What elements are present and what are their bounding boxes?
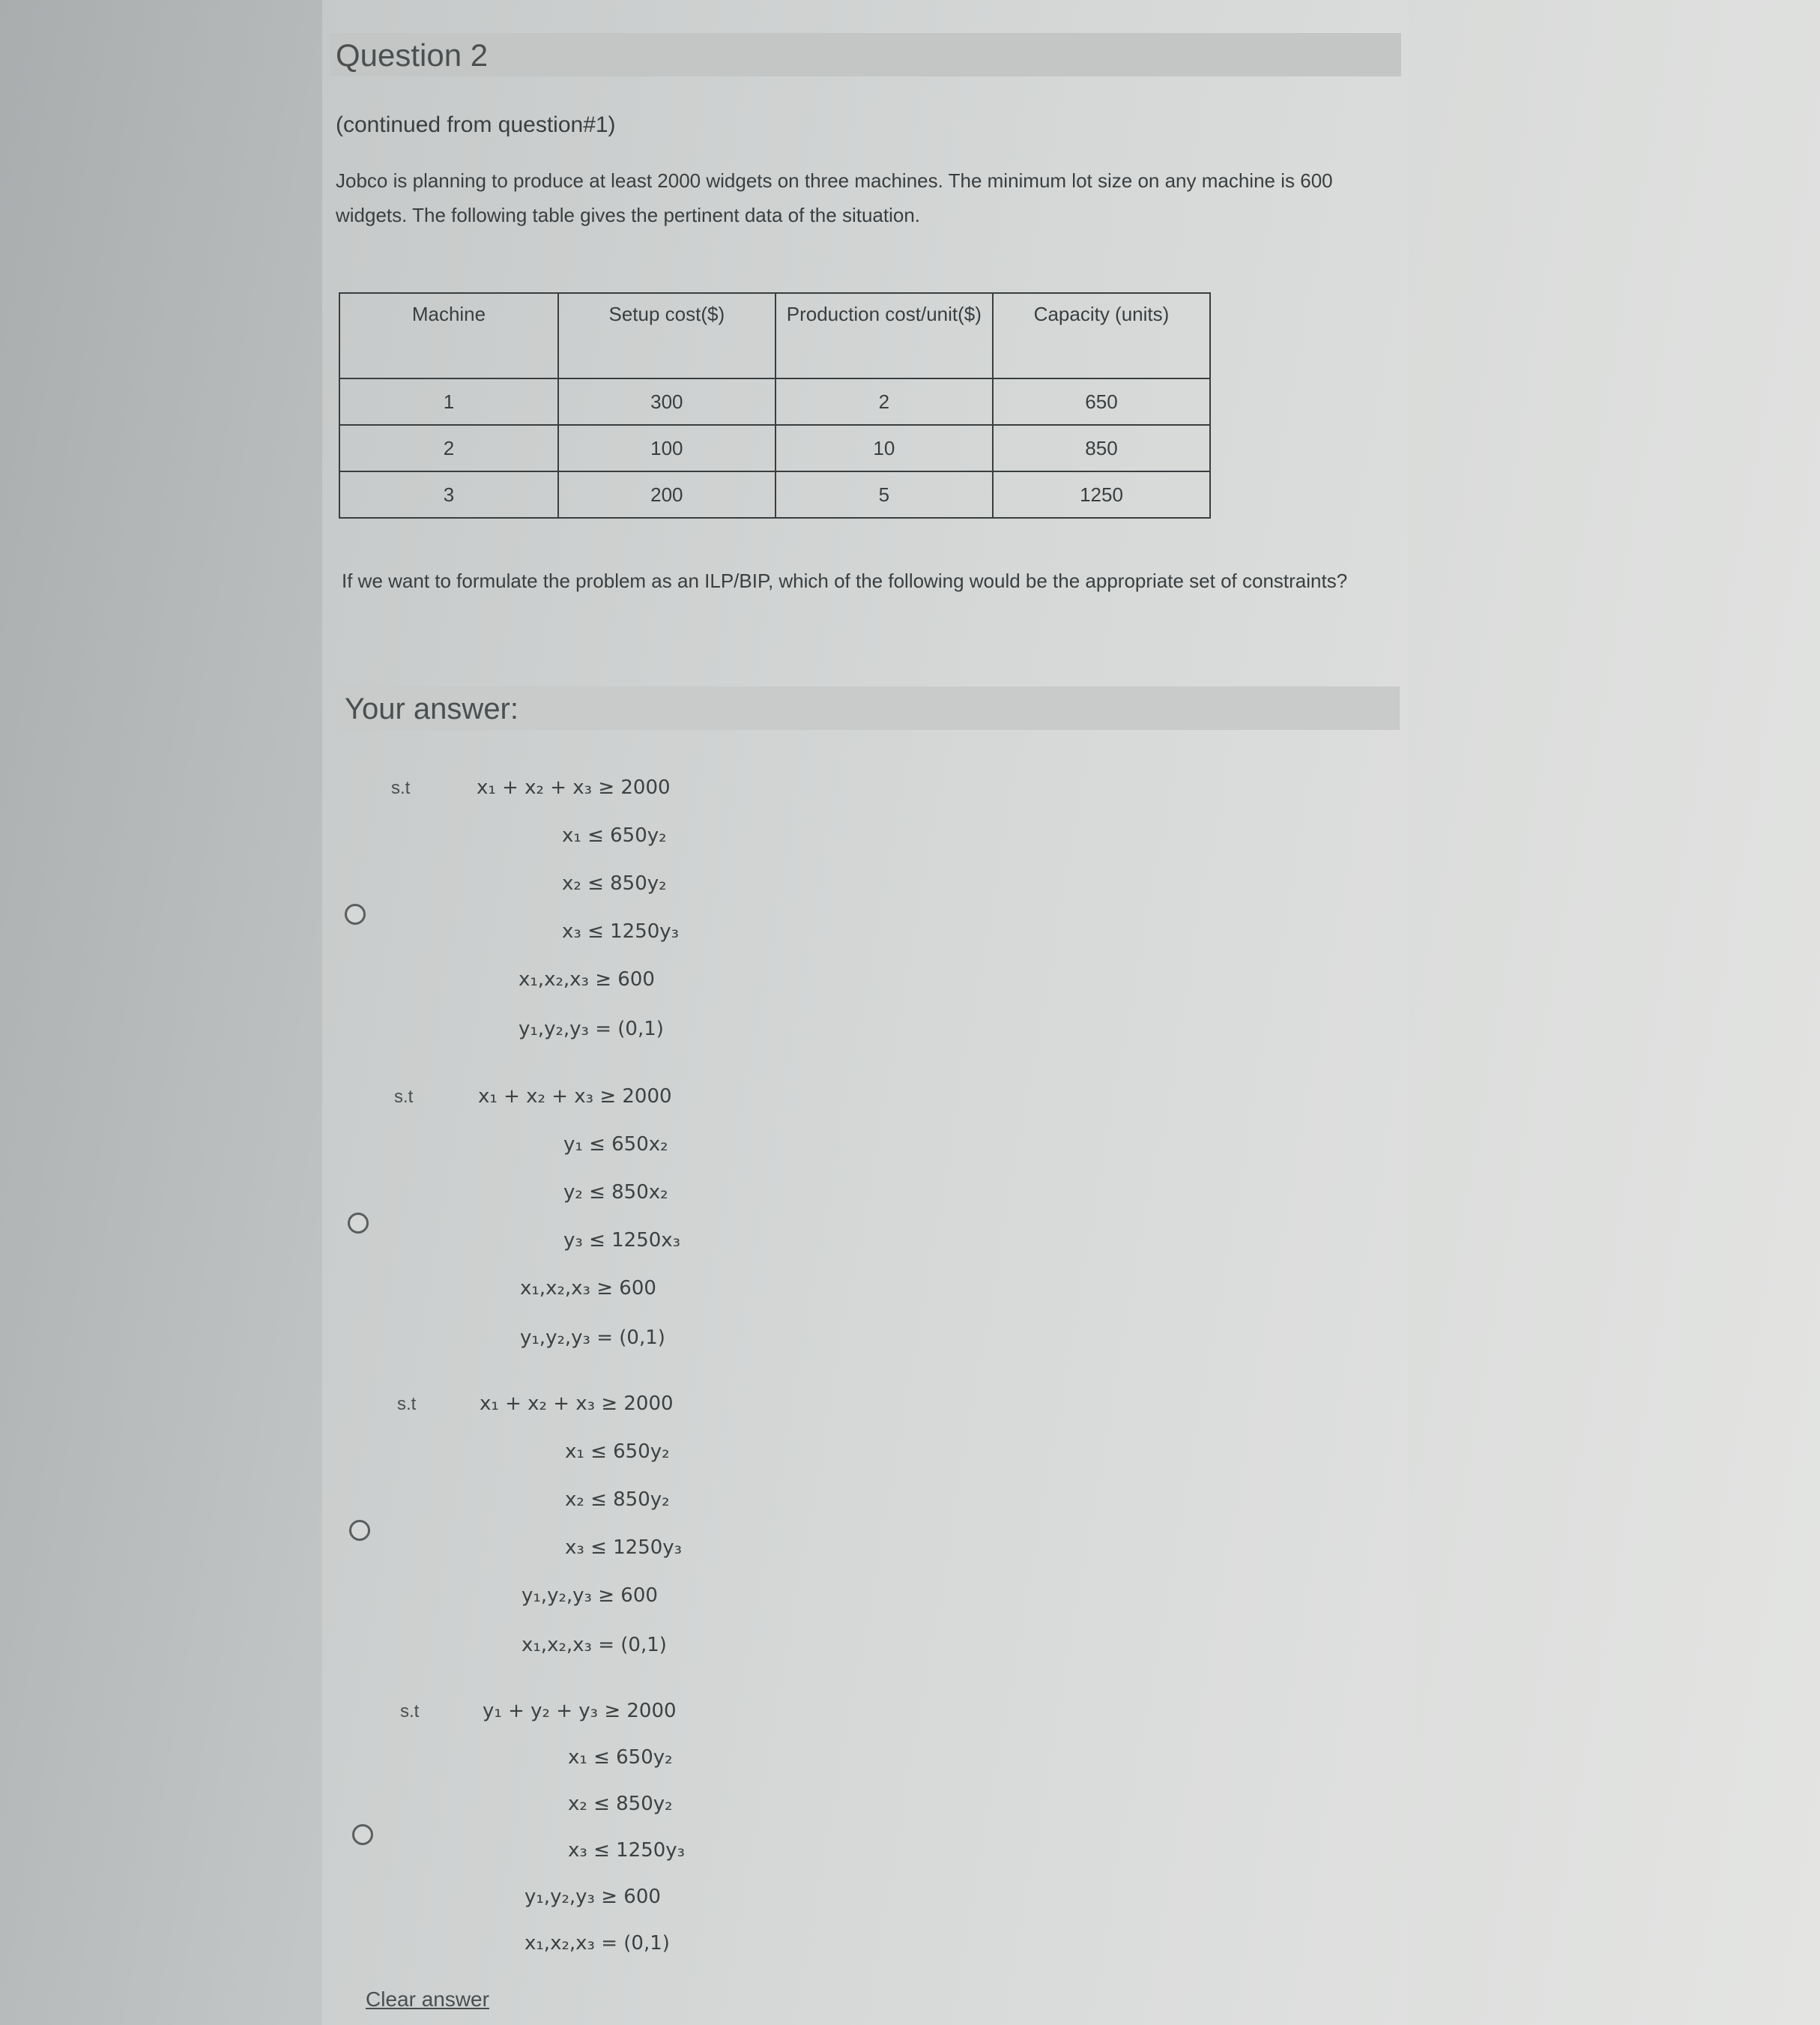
constraint-line: x₃ ≤ 1250y₃ <box>562 920 680 943</box>
constraint-line: x₃ ≤ 1250y₃ <box>568 1839 686 1862</box>
answer-option-1[interactable] <box>322 764 1071 1049</box>
table-header: Setup cost($) <box>558 293 776 378</box>
constraint-line: x₁ + x₂ + x₃ ≥ 2000 <box>478 1085 672 1108</box>
constraint-line: x₃ ≤ 1250y₃ <box>565 1536 683 1559</box>
table-header: Machine <box>339 293 558 378</box>
answer-option-4[interactable] <box>322 1688 1071 1973</box>
constraint-line: x₁ + x₂ + x₃ ≥ 2000 <box>477 776 671 799</box>
table-cell: 2 <box>776 378 993 425</box>
radio-button[interactable] <box>348 1213 369 1234</box>
question-header <box>330 33 1401 76</box>
radio-button[interactable] <box>349 1520 370 1541</box>
constraint-line: x₁ ≤ 650y₂ <box>568 1746 673 1769</box>
radio-button[interactable] <box>345 904 366 925</box>
table-cell: 100 <box>558 425 776 471</box>
constraint-line: y₁ + y₂ + y₃ ≥ 2000 <box>483 1700 677 1722</box>
constraint-line: y₁,y₂,y₃ ≥ 600 <box>521 1584 658 1607</box>
table-cell: 850 <box>993 425 1210 471</box>
continued-note: (continued from question#1) <box>336 112 616 137</box>
constraint-line: x₂ ≤ 850y₂ <box>565 1488 670 1511</box>
table-row <box>339 378 1210 425</box>
constraint-line: y₁,y₂,y₃ ≥ 600 <box>524 1886 661 1908</box>
table-cell: 200 <box>558 471 776 518</box>
constraint-line: x₁ ≤ 650y₂ <box>565 1440 670 1463</box>
table-cell: 10 <box>776 425 993 471</box>
table-cell: 1 <box>339 378 558 425</box>
st-label: s.t <box>391 778 411 798</box>
constraint-line: x₁ ≤ 650y₂ <box>562 824 667 847</box>
table-cell: 2 <box>339 425 558 471</box>
table-header-row <box>339 293 1210 378</box>
question-prompt: If we want to formulate the problem as an ILP/BIP, which of the following would be the appropriate set of constraints? <box>342 570 1348 592</box>
table-cell: 300 <box>558 378 776 425</box>
question-intro: Jobco is planning to produce at least 2000 widgets on three machines. The minimum lot size on any machine is 600 widgets. The following table gives the pertinent data of the situation. <box>336 169 1333 226</box>
table-row <box>339 425 1210 471</box>
table-row <box>339 471 1210 518</box>
table-cell: 1250 <box>993 471 1210 518</box>
constraint-line: y₃ ≤ 1250x₃ <box>563 1229 681 1252</box>
constraint-line: x₁,x₂,x₃ ≥ 600 <box>520 1277 656 1300</box>
constraint-line: y₂ ≤ 850x₂ <box>563 1181 668 1204</box>
answer-title: Your answer: <box>345 692 519 725</box>
st-label: s.t <box>400 1701 420 1721</box>
constraint-line: x₁ + x₂ + x₃ ≥ 2000 <box>480 1392 674 1415</box>
constraint-line: x₂ ≤ 850y₂ <box>562 872 667 895</box>
question-page <box>322 0 1409 2025</box>
constraint-line: x₂ ≤ 850y₂ <box>568 1793 673 1815</box>
constraint-line: y₁,y₂,y₃ = (0,1) <box>519 1018 664 1040</box>
constraint-line: x₁,x₂,x₃ = (0,1) <box>524 1932 670 1955</box>
st-label: s.t <box>397 1394 417 1414</box>
answer-option-3[interactable] <box>322 1380 1071 1665</box>
constraint-line: y₁,y₂,y₃ = (0,1) <box>520 1327 665 1349</box>
question-title: Question 2 <box>336 37 489 73</box>
constraint-line: x₁,x₂,x₃ = (0,1) <box>521 1634 667 1656</box>
table-header: Production cost/unit($) <box>776 293 993 378</box>
constraint-line: x₁,x₂,x₃ ≥ 600 <box>519 968 655 991</box>
answer-option-2[interactable] <box>322 1073 1071 1358</box>
table-header: Capacity (units) <box>993 293 1210 378</box>
radio-button[interactable] <box>352 1824 373 1845</box>
constraint-line: y₁ ≤ 650x₂ <box>563 1133 668 1156</box>
table-cell: 650 <box>993 378 1210 425</box>
table-cell: 3 <box>339 471 558 518</box>
st-label: s.t <box>394 1087 414 1107</box>
clear-answer-link[interactable]: Clear answer <box>366 1988 489 2011</box>
table-cell: 5 <box>776 471 993 518</box>
machine-data-table <box>339 292 1211 519</box>
